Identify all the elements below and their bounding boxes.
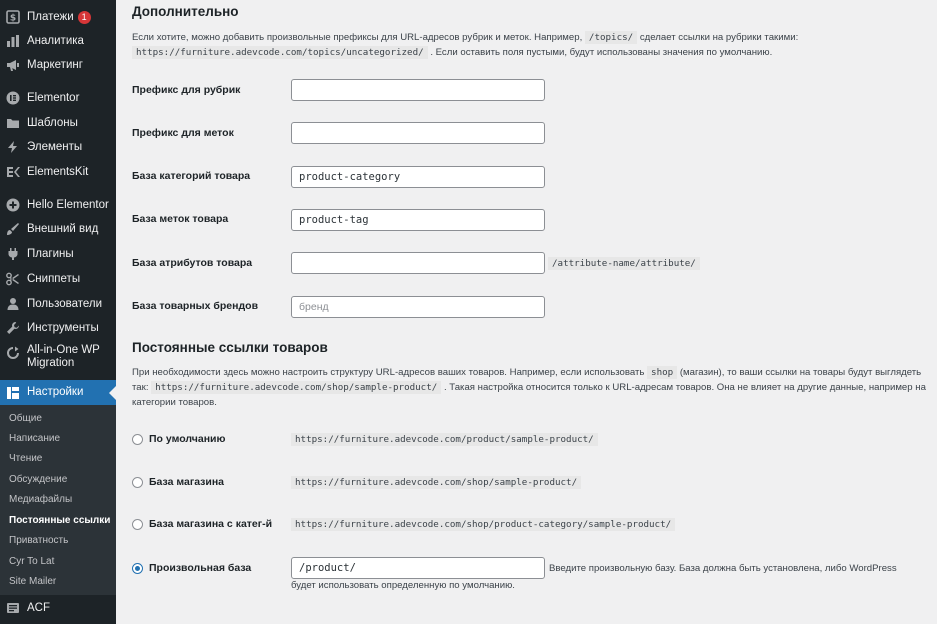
lightning-icon [6, 140, 20, 154]
megaphone-icon [6, 58, 20, 72]
acf-icon [6, 601, 20, 615]
product-brand-base-input[interactable] [291, 296, 545, 318]
menu-item-snippets[interactable] [0, 269, 116, 289]
menu-item-appearance[interactable] [0, 219, 116, 239]
menu-item-templates[interactable] [0, 113, 116, 133]
menu-item-elementor[interactable] [0, 88, 116, 108]
label-product-attribute-base: База атрибутов товара [132, 257, 253, 269]
menu-item-settings[interactable] [0, 380, 116, 405]
label-product-category-base: База категорий товара [132, 170, 251, 182]
menu-label: Аналитика [27, 34, 84, 47]
menu-item-elements[interactable] [0, 137, 116, 157]
example-code: https://furniture.adevcode.com/shop/sample-product/ [151, 381, 441, 394]
menu-label: Маркетинг [27, 58, 83, 71]
radio-button[interactable] [132, 434, 143, 445]
radio-button[interactable] [132, 477, 143, 488]
user-icon [6, 297, 20, 311]
menu-item-analytics[interactable] [0, 31, 116, 51]
admin-sidebar [0, 0, 116, 624]
custom-base-help: Введите произвольную базу. База должна быть установлена, либо WordPress будет использовать определенную по умолчанию. [291, 563, 897, 591]
product-tag-base-input[interactable] [291, 209, 545, 231]
bar-chart-icon [6, 34, 20, 48]
menu-label: Настройки [27, 386, 84, 398]
product-attribute-base-input[interactable] [291, 252, 545, 274]
paintbrush-icon [6, 222, 20, 236]
desc-text: Если хотите, можно добавить произвольные префиксы для URL-адресов рубрик и меток. Например, [132, 32, 583, 43]
menu-label: Сниппеты [27, 272, 81, 285]
radio-label: Произвольная база [149, 562, 252, 574]
radio-option-custom-base[interactable] [132, 562, 251, 574]
svg-text:$: $ [9, 13, 17, 24]
radio-button[interactable] [132, 563, 143, 574]
submenu-item-discussion[interactable]: Обсуждение [9, 474, 68, 485]
desc-text: (магазин), то ваши ссылки на товары будут выглядеть так: [132, 367, 922, 393]
menu-item-marketing[interactable] [0, 55, 116, 75]
menu-item-tools[interactable] [0, 318, 116, 338]
notification-badge: 1 [78, 11, 91, 24]
desc-text: сделает ссылки на рубрики такими: [639, 32, 799, 43]
elementor-icon [6, 91, 20, 105]
migration-icon [6, 346, 20, 360]
submenu-item-cyr-to-lat[interactable]: Cyr To Lat [9, 556, 55, 567]
category-prefix-input[interactable] [291, 79, 545, 101]
tag-prefix-input[interactable] [291, 122, 545, 144]
example-code: /topics/ [585, 31, 637, 44]
menu-label-line2: Migration [27, 357, 75, 369]
menu-label: Плагины [27, 247, 74, 260]
menu-label [27, 344, 100, 370]
section-title-optional: Дополнительно [132, 4, 239, 19]
product-permalinks-description [132, 365, 932, 410]
radio-option-shop-base[interactable] [132, 476, 224, 488]
example-code: https://furniture.adevcode.com/topics/uncategorized/ [132, 46, 428, 59]
label-category-prefix: Префикс для рубрик [132, 84, 241, 96]
plus-circle-icon [6, 198, 20, 212]
desc-text: . Если оставить поля пустыми, будут использованы значения по умолчанию. [430, 47, 773, 58]
radio-label: База магазина [149, 476, 225, 488]
menu-label: Платежи [27, 10, 74, 23]
menu-item-users[interactable] [0, 294, 116, 314]
menu-item-all-in-one-wp-migration[interactable] [0, 344, 116, 374]
menu-label: Инструменты [27, 321, 99, 334]
submenu-item-reading[interactable]: Чтение [9, 453, 43, 464]
submenu-item-writing[interactable]: Написание [9, 433, 61, 444]
desc-text: . Такая настройка относится только к URL-адресам товаров. Она не влияет на другие данные, например на категории товаров. [132, 382, 926, 408]
radio-label: По умолчанию [149, 433, 226, 445]
menu-item-plugins[interactable] [0, 244, 116, 264]
menu-label: Hello Elementor [27, 198, 109, 211]
submenu-item-site-mailer[interactable]: Site Mailer [9, 576, 57, 587]
menu-item-elementskit[interactable] [0, 162, 116, 182]
menu-item-hello-elementor[interactable] [0, 195, 116, 215]
menu-item-acf[interactable] [0, 598, 116, 618]
example-url: https://furniture.adevcode.com/shop/sample-product/ [291, 476, 581, 489]
label-product-tag-base: База меток товара [132, 213, 229, 225]
radio-option-shop-base-with-category[interactable] [132, 518, 272, 530]
custom-base-description [291, 560, 911, 594]
radio-option-default[interactable] [132, 433, 225, 445]
dollar-icon [6, 10, 20, 24]
label-product-brand-base: База товарных брендов [132, 300, 259, 312]
menu-label-line1: All-in-One WP [27, 344, 100, 356]
menu-label: ACF [27, 601, 50, 614]
wrench-icon [6, 321, 20, 335]
example-code: shop [647, 366, 677, 379]
main-content [116, 0, 937, 624]
label-tag-prefix: Префикс для меток [132, 127, 234, 139]
submenu-item-general[interactable]: Общие [9, 413, 42, 424]
radio-label: База магазина с катег-й [149, 518, 273, 530]
menu-label: Elementor [27, 91, 80, 104]
example-url: https://furniture.adevcode.com/product/sample-product/ [291, 433, 598, 446]
attribute-base-suffix: /attribute-name/attribute/ [548, 257, 700, 270]
submenu-item-privacy[interactable]: Приватность [9, 535, 69, 546]
menu-label: Шаблоны [27, 116, 78, 129]
desc-text: При необходимости здесь можно настроить структуру URL-адресов ваших товаров. Например, если использовать [132, 367, 645, 378]
radio-button[interactable] [132, 519, 143, 530]
optional-description [132, 30, 932, 60]
example-url: https://furniture.adevcode.com/shop/product-category/sample-product/ [291, 518, 675, 531]
plug-icon [6, 247, 20, 261]
submenu-item-permalinks[interactable]: Постоянные ссылки [9, 515, 111, 526]
product-category-base-input[interactable] [291, 166, 545, 188]
menu-label: Пользователи [27, 297, 103, 310]
scissors-icon [6, 272, 20, 286]
menu-label: Элементы [27, 140, 83, 153]
elementskit-icon [6, 165, 20, 179]
settings-icon [6, 386, 20, 400]
menu-label: ElementsKit [27, 165, 89, 178]
menu-label: Внешний вид [27, 222, 99, 235]
section-title-product-permalinks: Постоянные ссылки товаров [132, 340, 328, 355]
menu-item-payments[interactable] [0, 7, 116, 27]
submenu-item-media[interactable]: Медиафайлы [9, 494, 73, 505]
settings-submenu [0, 405, 116, 595]
folder-icon [6, 116, 20, 130]
